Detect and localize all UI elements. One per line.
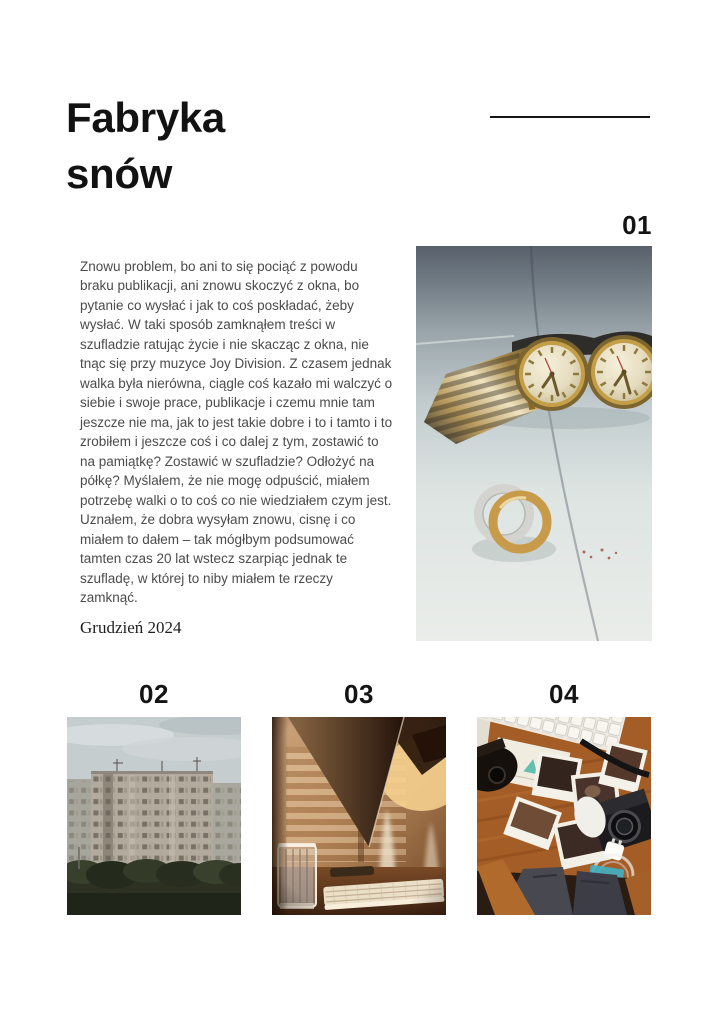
photo-label-04: 04 [549, 679, 579, 709]
photo-label-03: 03 [344, 679, 374, 709]
issue-date: Grudzień 2024 [80, 618, 182, 637]
page-title-line1: Fabryka [66, 94, 225, 142]
photo-label-02: 02 [139, 679, 169, 709]
photo-01-watches-image [416, 246, 652, 641]
page-title-line2: snów [66, 150, 173, 198]
watch-left [515, 337, 589, 411]
header-rule-divider [490, 116, 650, 118]
photo-03-desk-laptop-image [272, 717, 446, 915]
photo-label-01: 01 [622, 210, 652, 240]
page-title [66, 90, 225, 202]
intro-paragraph: Znowu problem, bo ani to się pociąć z powodu braku publikacji, ani znowu skoczyć z okna, bo pytanie co wysłać i jak to coś poskładać, żeby wysłać. W taki sposób zamknąłem treści w szufladzie ratując życie i nie skacząc z okna, nie tnąc się przy muzyce Joy Division. Z czasem jednak walka była nierówna, ciągle coś kazało mi walczyć o siebie i swoje prace, publikacje i czemu mnie tam jeszcze nie ma, jak to jest takie dobre i to i tamto i to zrobiłem i jeszcze coś i co dalej z tym, zostawić to na pamiątkę? Zostawić w szufladzie? Odłożyć na półkę? Myślałem, że nie mogę odpuścić, miałem potrzebę walki o to coś co nie wiedziałem czym jest. Uznałem, że dobra wysyłam znowu, cisnę i co miałem to dałem – tak mógłbym podsumować tamten czas 20 lat wstecz szarpiąc jednak te szufladę, w której to niby miałem te rzeczy zamknąć. [80, 258, 393, 605]
apartment-building [91, 757, 213, 873]
photo-02-apartment-block-image [67, 717, 241, 915]
photo-04-polaroids-desk-image [477, 717, 651, 915]
